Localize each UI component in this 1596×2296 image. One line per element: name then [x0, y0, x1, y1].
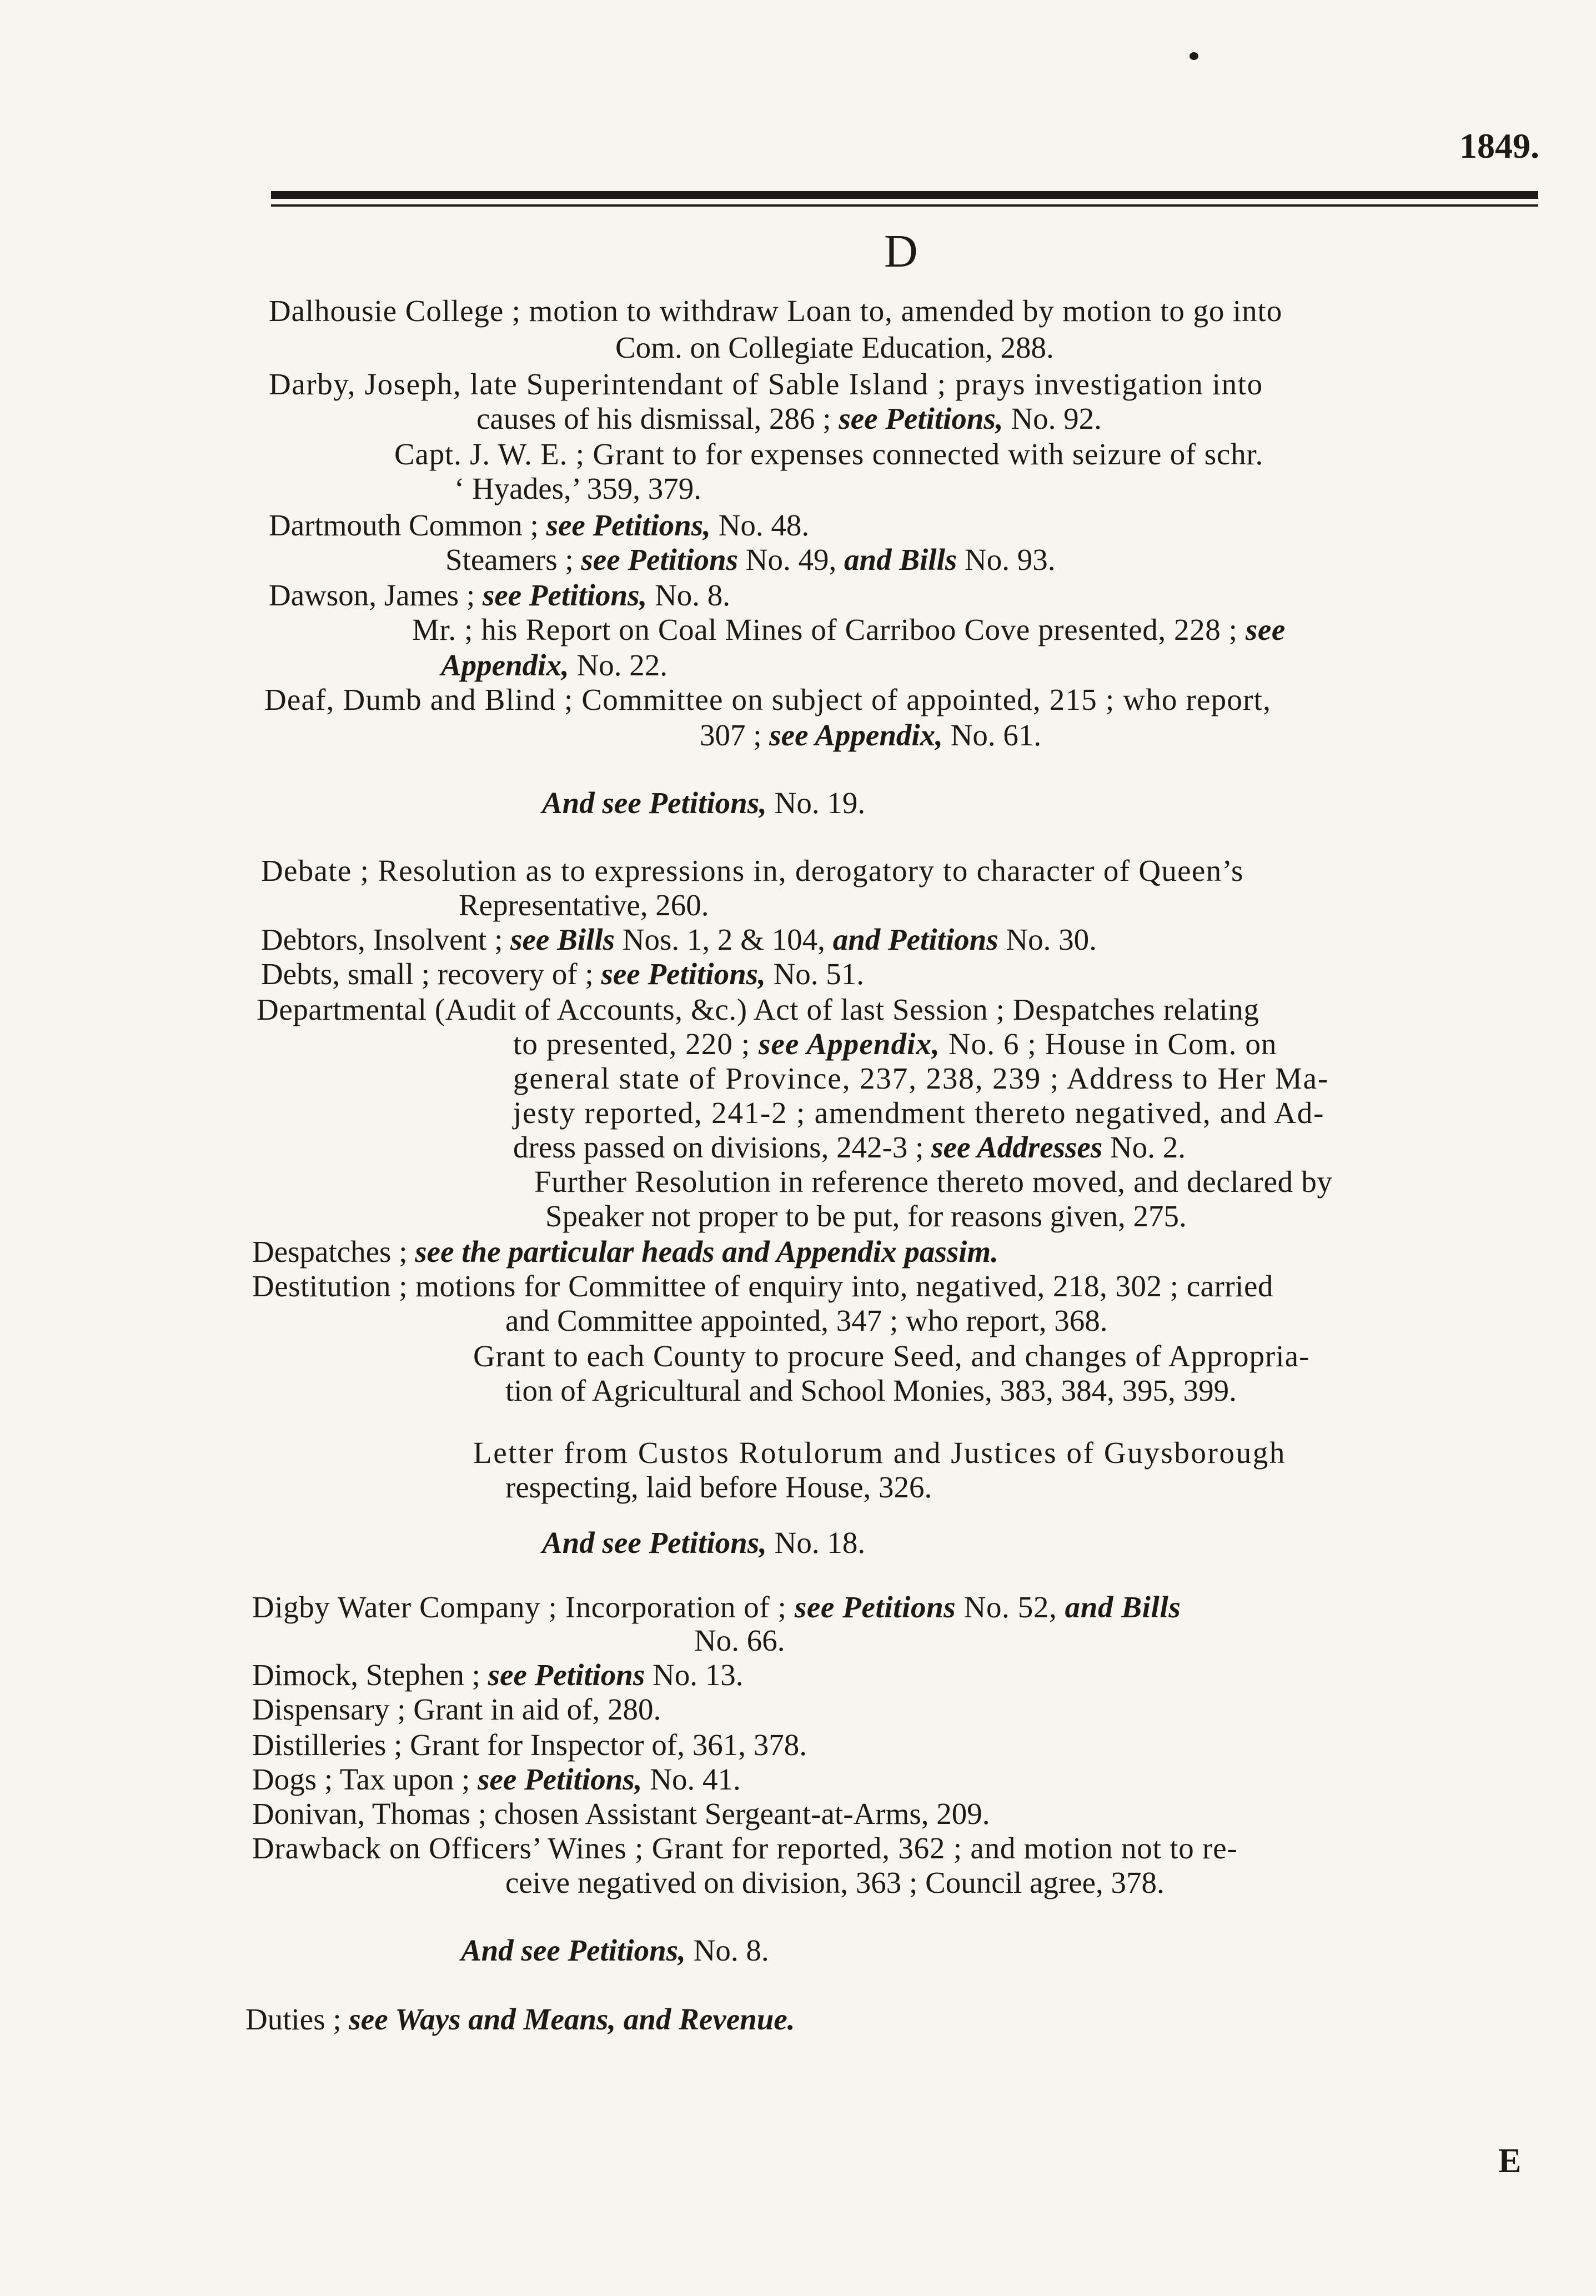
entry-drawback-line-2: ceive negatived on division, 363 ; Council agree, 378. [505, 1866, 1165, 1899]
entry-darby-capt-line-2: ‘ Hyades,’ 359, 379. [454, 472, 701, 505]
entry-darby-line-2: causes of his dismissal, 286 ; see Petitions, No. 92. [476, 402, 1102, 435]
entry-destitution-line-4: tion of Agricultural and School Monies, 383, 384, 395, 399. [505, 1373, 1237, 1407]
entry-donivan: Donivan, Thomas ; chosen Assistant Sergeant-at-Arms, 209. [252, 1797, 990, 1831]
entry-destitution-line-3: Grant to each County to procure Seed, and changes of Appropria- [473, 1339, 1310, 1373]
entry-debts-small: Debts, small ; recovery of ; see Petitions, No. 51. [261, 957, 865, 991]
entry-digby-water-line-2: No. 66. [694, 1623, 785, 1657]
header-rule-thick [271, 191, 1538, 199]
entry-debate-line-1: Debate ; Resolution as to expressions in, derogatory to character of Queen’s [261, 854, 1244, 888]
entry-distilleries: Distilleries ; Grant for Inspector of, 361, 378. [252, 1728, 807, 1762]
entry-dalhousie-line-1: Dalhousie College ; motion to withdraw Loan to, amended by motion to go into [269, 294, 1283, 328]
entry-drawback-line-1: Drawback on Officers’ Wines ; Grant for reported, 362 ; and motion not to re- [252, 1831, 1238, 1865]
entry-departmental-line-3: general state of Province, 237, 238, 239 ; Address to Her Ma- [513, 1061, 1329, 1095]
entry-dawson-mr-line-1: Mr. ; his Report on Coal Mines of Carriboo Cove presented, 228 ; see [412, 613, 1286, 646]
entry-destitution-line-2: and Committee appointed, 347 ; who report, 368. [505, 1304, 1108, 1337]
catchword: E [1498, 2142, 1522, 2180]
entry-dalhousie-line-2: Com. on Collegiate Education, 288. [615, 330, 1054, 364]
entry-debtors: Debtors, Insolvent ; see Bills Nos. 1, 2 & 104, and Petitions No. 30. [261, 923, 1097, 956]
ink-speck [1190, 52, 1198, 60]
entry-debate-line-2: Representative, 260. [459, 888, 709, 922]
entry-despatches: Despatches ; see the particular heads and Appendix passim. [252, 1235, 998, 1269]
entry-departmental-line-1: Departmental (Audit of Accounts, &c.) Act of last Session ; Despatches relating [257, 992, 1259, 1026]
entry-departmental-line-6: Further Resolution in reference thereto moved, and declared by [534, 1165, 1333, 1199]
entry-darby-line-1: Darby, Joseph, late Superintendant of Sable Island ; prays investigation into [269, 367, 1263, 401]
page-year: 1849. [1459, 126, 1539, 166]
entry-dispensary: Dispensary ; Grant in aid of, 280. [252, 1692, 661, 1726]
entry-deaf-dumb-blind-line-2: 307 ; see Appendix, No. 61. [700, 718, 1042, 752]
entry-departmental-line-5: dress passed on divisions, 242-3 ; see Addresses No. 2. [513, 1130, 1186, 1164]
entry-duties: Duties ; see Ways and Means, and Revenue. [245, 2002, 795, 2036]
entry-darby-capt-line-1: Capt. J. W. E. ; Grant to for expenses connected with seizure of schr. [394, 437, 1264, 471]
entry-departmental-line-2: to presented, 220 ; see Appendix, No. 6 ; House in Com. on [513, 1027, 1277, 1061]
entry-destitution-line-1: Destitution ; motions for Committee of enquiry into, negatived, 218, 302 ; carried [252, 1269, 1273, 1303]
entry-dogs: Dogs ; Tax upon ; see Petitions, No. 41. [252, 1762, 741, 1796]
entry-destitution-line-6: respecting, laid before House, 326. [505, 1470, 932, 1504]
entry-dawson: Dawson, James ; see Petitions, No. 8. [269, 578, 731, 612]
entry-dimock: Dimock, Stephen ; see Petitions No. 13. [252, 1658, 744, 1692]
entry-departmental-line-4: jesty reported, 241-2 ; amendment thereto negatived, and Ad- [513, 1096, 1325, 1130]
header-rule-thin [271, 204, 1538, 207]
section-letter: D [884, 225, 918, 277]
entry-digby-water-line-1: Digby Water Company ; Incorporation of ; see Petitions No. 52, and Bills [252, 1590, 1181, 1624]
entry-drawback-see-also: And see Petitions, No. 8. [461, 1933, 769, 1967]
entry-destitution-see-also: And see Petitions, No. 18. [542, 1526, 866, 1560]
entry-destitution-line-5: Letter from Custos Rotulorum and Justices of Guysborough [473, 1436, 1286, 1470]
entry-dawson-mr-line-2: Appendix, No. 22. [441, 648, 667, 682]
entry-deaf-dumb-blind-line-1: Deaf, Dumb and Blind ; Committee on subject of appointed, 215 ; who report, [264, 683, 1272, 716]
entry-dartmouth-common: Dartmouth Common ; see Petitions, No. 48. [269, 508, 810, 542]
entry-deaf-see-also: And see Petitions, No. 19. [542, 786, 866, 820]
entry-departmental-line-7: Speaker not proper to be put, for reasons given, 275. [545, 1199, 1187, 1233]
entry-dartmouth-steamers: Steamers ; see Petitions No. 49, and Bills No. 93. [445, 543, 1056, 576]
